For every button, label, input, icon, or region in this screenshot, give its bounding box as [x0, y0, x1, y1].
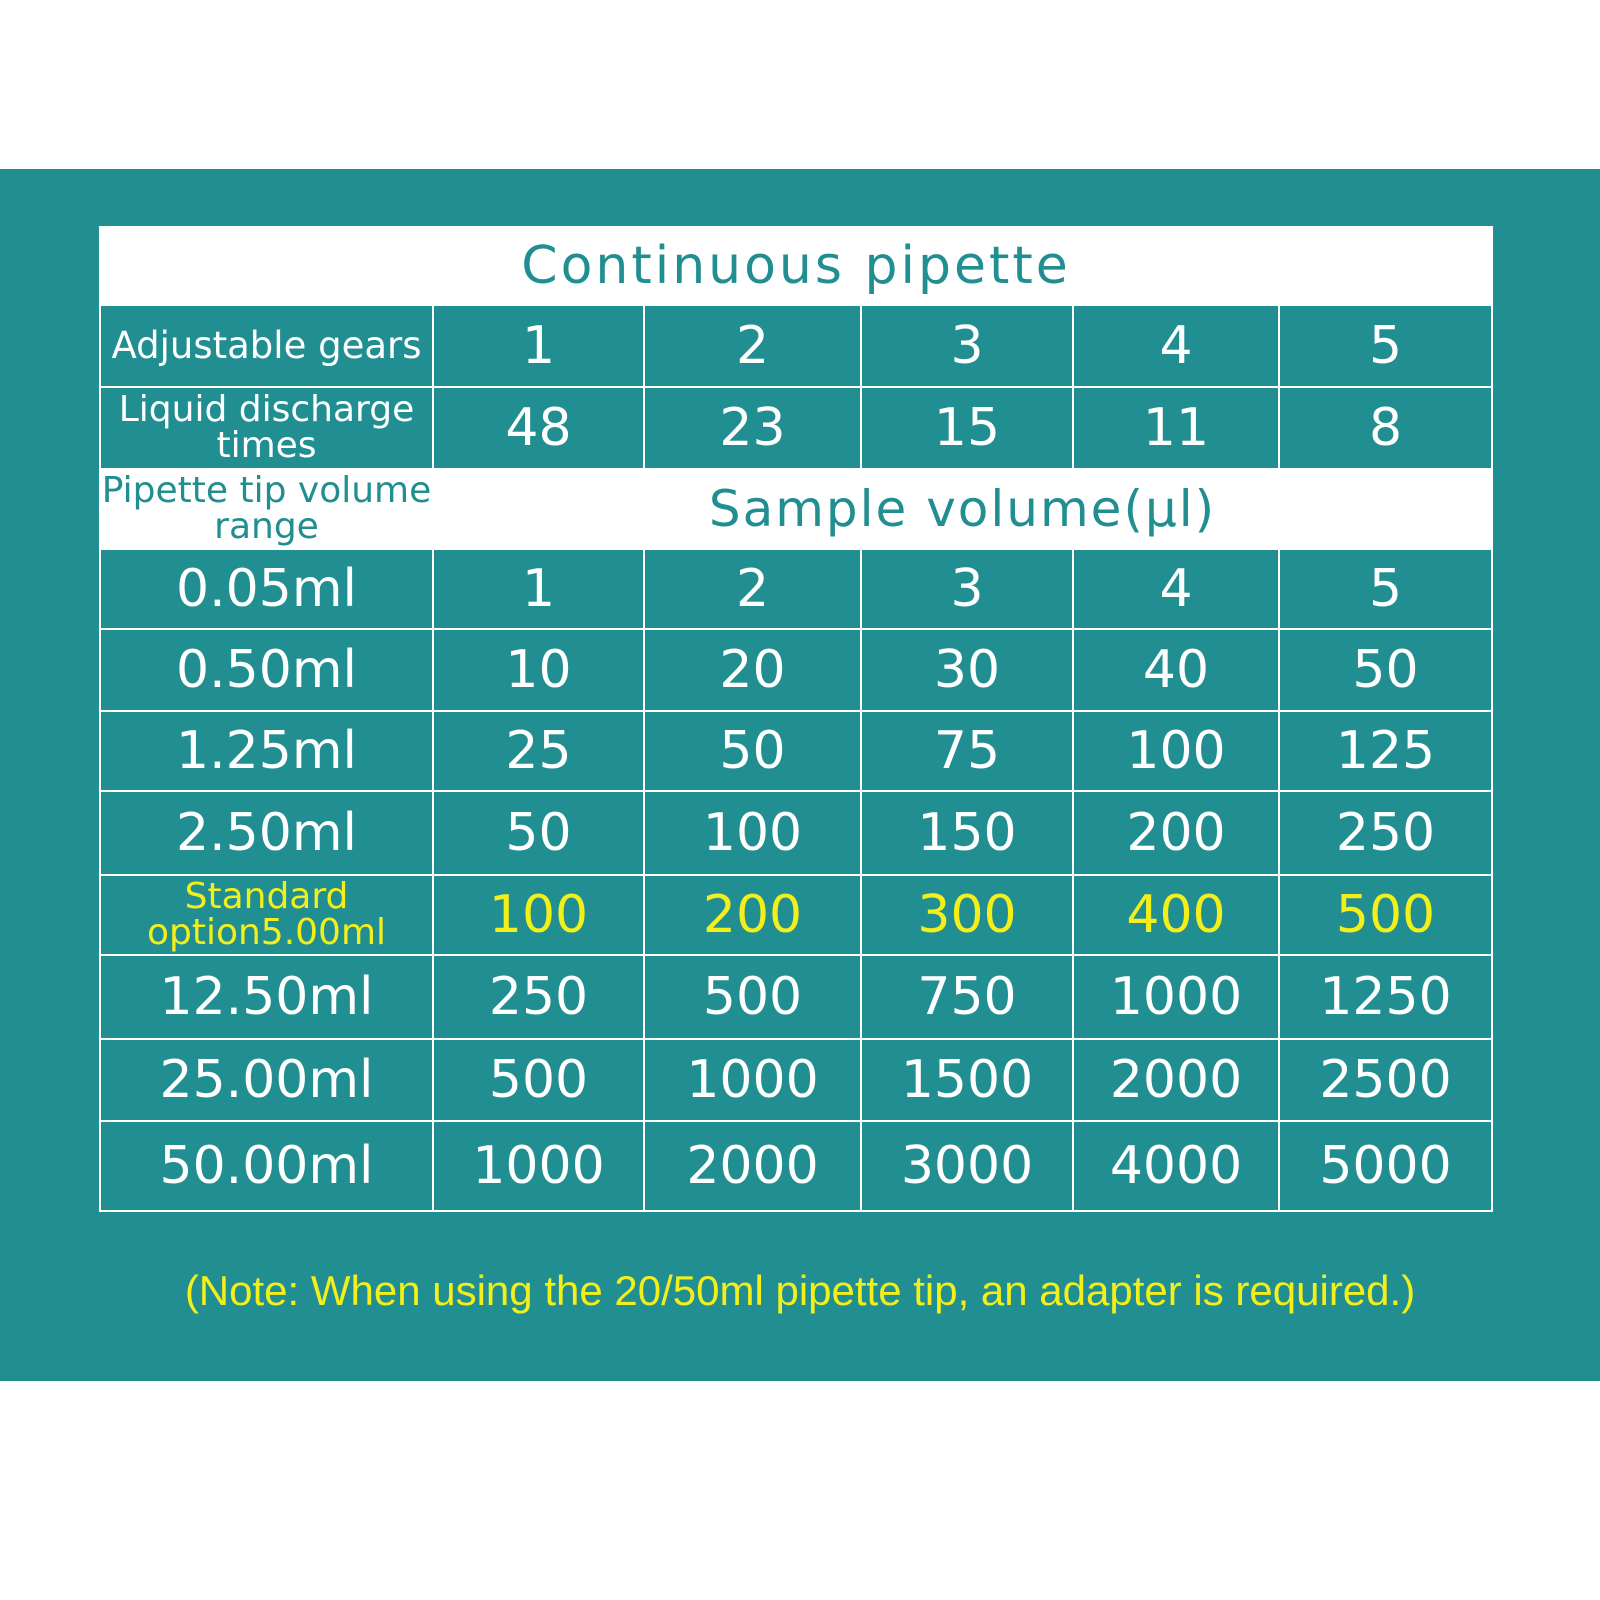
- tip-volume-cell: 25.00ml: [100, 1039, 433, 1121]
- sample-volume-cell: 1000: [1073, 955, 1279, 1039]
- table-row: [100, 629, 1492, 711]
- sample-volume-cell: 1250: [1279, 955, 1492, 1039]
- sample-volume-cell: 2000: [644, 1121, 861, 1211]
- sample-volume-cell: 200: [1073, 791, 1279, 875]
- subheader-row: [100, 469, 1492, 549]
- table-row: [100, 549, 1492, 629]
- sample-volume-cell: 100: [433, 875, 644, 955]
- sample-volume-cell: 5: [1279, 549, 1492, 629]
- sample-volume-cell: 250: [1279, 791, 1492, 875]
- sample-volume-cell: 30: [861, 629, 1073, 711]
- sample-volume-cell: 1500: [861, 1039, 1073, 1121]
- discharge-label: Liquid discharge times: [100, 387, 433, 469]
- sample-volume-cell: 2000: [1073, 1039, 1279, 1121]
- tip-volume-cell: 12.50ml: [100, 955, 433, 1039]
- gear-cell: 4: [1073, 305, 1279, 387]
- sample-volume-cell: 20: [644, 629, 861, 711]
- table-row: [100, 1039, 1492, 1121]
- sample-volume-cell: 5000: [1279, 1121, 1492, 1211]
- sample-volume-cell: 150: [861, 791, 1073, 875]
- sample-volume-cell: 2500: [1279, 1039, 1492, 1121]
- table-row: [100, 711, 1492, 791]
- discharge-cell: 15: [861, 387, 1073, 469]
- sample-volume-cell: 300: [861, 875, 1073, 955]
- sample-volume-label: Sample volume(µl): [433, 469, 1492, 549]
- table-panel: [0, 169, 1600, 1381]
- sample-volume-cell: 25: [433, 711, 644, 791]
- tip-volume-cell: 0.50ml: [100, 629, 433, 711]
- discharge-cell: 11: [1073, 387, 1279, 469]
- tip-volume-cell: 1.25ml: [100, 711, 433, 791]
- sample-volume-cell: 4000: [1073, 1121, 1279, 1211]
- discharge-cell: 8: [1279, 387, 1492, 469]
- sample-volume-cell: 3000: [861, 1121, 1073, 1211]
- sample-volume-cell: 4: [1073, 549, 1279, 629]
- gear-cell: 2: [644, 305, 861, 387]
- sample-volume-cell: 50: [1279, 629, 1492, 711]
- sample-volume-cell: 200: [644, 875, 861, 955]
- table-row: [100, 791, 1492, 875]
- table-row: [100, 875, 1492, 955]
- tip-range-label: Pipette tip volume range: [101, 470, 432, 547]
- table-row: [100, 955, 1492, 1039]
- table-row: [100, 1121, 1492, 1211]
- table-title: Continuous pipette: [100, 227, 1492, 305]
- sample-volume-cell: 10: [433, 629, 644, 711]
- sample-volume-cell: 2: [644, 549, 861, 629]
- sample-volume-cell: 500: [644, 955, 861, 1039]
- tip-volume-cell: 0.05ml: [100, 549, 433, 629]
- gears-label: Adjustable gears: [100, 305, 433, 387]
- pipette-table: [99, 226, 1493, 1212]
- discharge-cell: 48: [433, 387, 644, 469]
- discharge-cell: 23: [644, 387, 861, 469]
- gear-cell: 5: [1279, 305, 1492, 387]
- sample-volume-cell: 50: [644, 711, 861, 791]
- sample-volume-cell: 1000: [433, 1121, 644, 1211]
- adapter-note: (Note: When using the 20/50ml pipette tip, an adapter is required.): [184, 1267, 1416, 1314]
- sample-volume-cell: 125: [1279, 711, 1492, 791]
- tip-volume-cell: 2.50ml: [100, 791, 433, 875]
- sample-volume-cell: 500: [433, 1039, 644, 1121]
- sample-volume-cell: 50: [433, 791, 644, 875]
- sample-volume-cell: 750: [861, 955, 1073, 1039]
- tip-volume-cell: 50.00ml: [100, 1121, 433, 1211]
- sample-volume-cell: 75: [861, 711, 1073, 791]
- sample-volume-cell: 100: [644, 791, 861, 875]
- gear-cell: 3: [861, 305, 1073, 387]
- sample-volume-cell: 3: [861, 549, 1073, 629]
- discharge-row: [100, 387, 1492, 469]
- sample-volume-cell: 40: [1073, 629, 1279, 711]
- sample-volume-cell: 1: [433, 549, 644, 629]
- sample-volume-cell: 100: [1073, 711, 1279, 791]
- sample-volume-cell: 250: [433, 955, 644, 1039]
- tip-volume-cell: Standard option5.00ml: [100, 875, 433, 955]
- sample-volume-cell: 400: [1073, 875, 1279, 955]
- sample-volume-cell: 500: [1279, 875, 1492, 955]
- gears-row: [100, 305, 1492, 387]
- gear-cell: 1: [433, 305, 644, 387]
- sample-volume-cell: 1000: [644, 1039, 861, 1121]
